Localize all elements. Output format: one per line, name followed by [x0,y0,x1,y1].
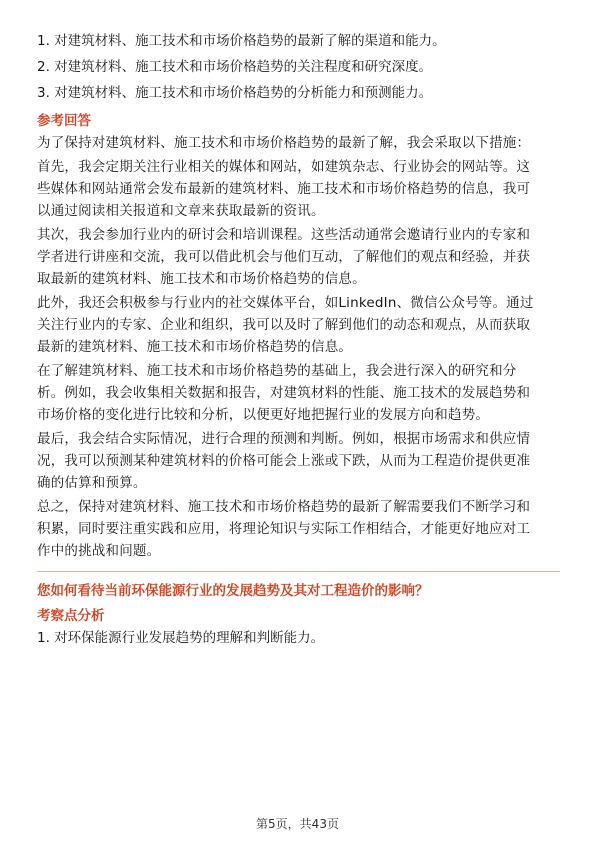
paragraph-line: 以通过阅读相关报道和文章来获取最新的资讯。 [37,203,325,219]
paragraph-line: 些媒体和网站通常会发布最新的建筑材料、施工技术和市场价格趋势的信息，我可 [37,181,531,197]
list-item: 2. 对建筑材料、施工技术和市场价格趋势的关注程度和研究深度。 [37,59,433,75]
paragraph-line: 市场价格的变化进行比较和分析，以便更好地把握行业的发展方向和趋势。 [37,407,490,423]
list-item: 1. 对建筑材料、施工技术和市场价格趋势的最新了解的渠道和能力。 [37,33,446,49]
paragraph-line: 析。例如，我会收集相关数据和报告，对建筑材料的性能、施工技术的发展趋势和 [37,385,531,401]
reference-answer-heading: 参考回答 [37,113,91,129]
document-page [37,30,560,653]
paragraph [37,428,560,494]
paragraph-line: 积累，同时要注重实践和应用，将理论知识与实际工作相结合，才能更好地应对工 [37,521,531,537]
paragraph-line: 况，我可以预测某种建筑材料的价格可能会上涨或下跌，从而为工程造价提供更准 [37,453,531,469]
list-item: 1. 对环保能源行业发展趋势的理解和判断能力。 [37,630,325,646]
paragraph [37,360,560,426]
analysis-list [37,627,560,649]
paragraph-line: 取最新的建筑材料、施工技术和市场价格趋势的信息。 [37,271,366,287]
paragraph-line: 为了保持对建筑材料、施工技术和市场价格趋势的最新了解，我会采取以下措施： [37,135,531,151]
section-divider [37,571,560,572]
paragraph-line: 其次，我会参加行业内的研讨会和培训课程。这些活动通常会邀请行业内的专家和 [37,227,531,243]
paragraph-line: 总之，保持对建筑材料、施工技术和市场价格趋势的最新了解需要我们不断学习和 [37,499,531,515]
paragraph-line: 学者进行讲座和交流，我可以借此机会与他们互动，了解他们的观点和经验，并获 [37,249,531,265]
paragraph-line: 最新的建筑材料、施工技术和市场价格趋势的信息。 [37,339,353,355]
paragraph-line: 作中的挑战和问题。 [37,543,161,559]
analysis-heading: 考察点分析 [37,608,105,624]
paragraph [37,292,560,358]
paragraph [37,132,560,154]
evaluation-points-list [37,30,560,104]
reference-answer-body [37,132,560,562]
paragraph-line: 确的估算和预算。 [37,475,147,491]
paragraph-line: 首先，我会定期关注行业相关的媒体和网站，如建筑杂志、行业协会的网站等。这 [37,159,531,175]
paragraph [37,224,560,290]
paragraph [37,496,560,562]
paragraph-line: 在了解建筑材料、施工技术和市场价格趋势的基础上，我会进行深入的研究和分 [37,363,517,379]
paragraph-line: 最后，我会结合实际情况，进行合理的预测和判断。例如，根据市场需求和供应情 [37,431,531,447]
paragraph-line: 关注行业内的专家、企业和组织，我可以及时了解到他们的动态和观点，从而获取 [37,317,531,333]
list-item: 3. 对建筑材料、施工技术和市场价格趋势的分析能力和预测能力。 [37,85,433,101]
question-heading: 您如何看待当前环保能源行业的发展趋势及其对工程造价的影响？ [37,583,429,599]
paragraph-line: 此外，我还会积极参与行业内的社交媒体平台，如LinkedIn、微信公众号等。通过 [37,295,534,311]
page-number: 第5页，共43页 [256,817,339,831]
paragraph [37,156,560,222]
